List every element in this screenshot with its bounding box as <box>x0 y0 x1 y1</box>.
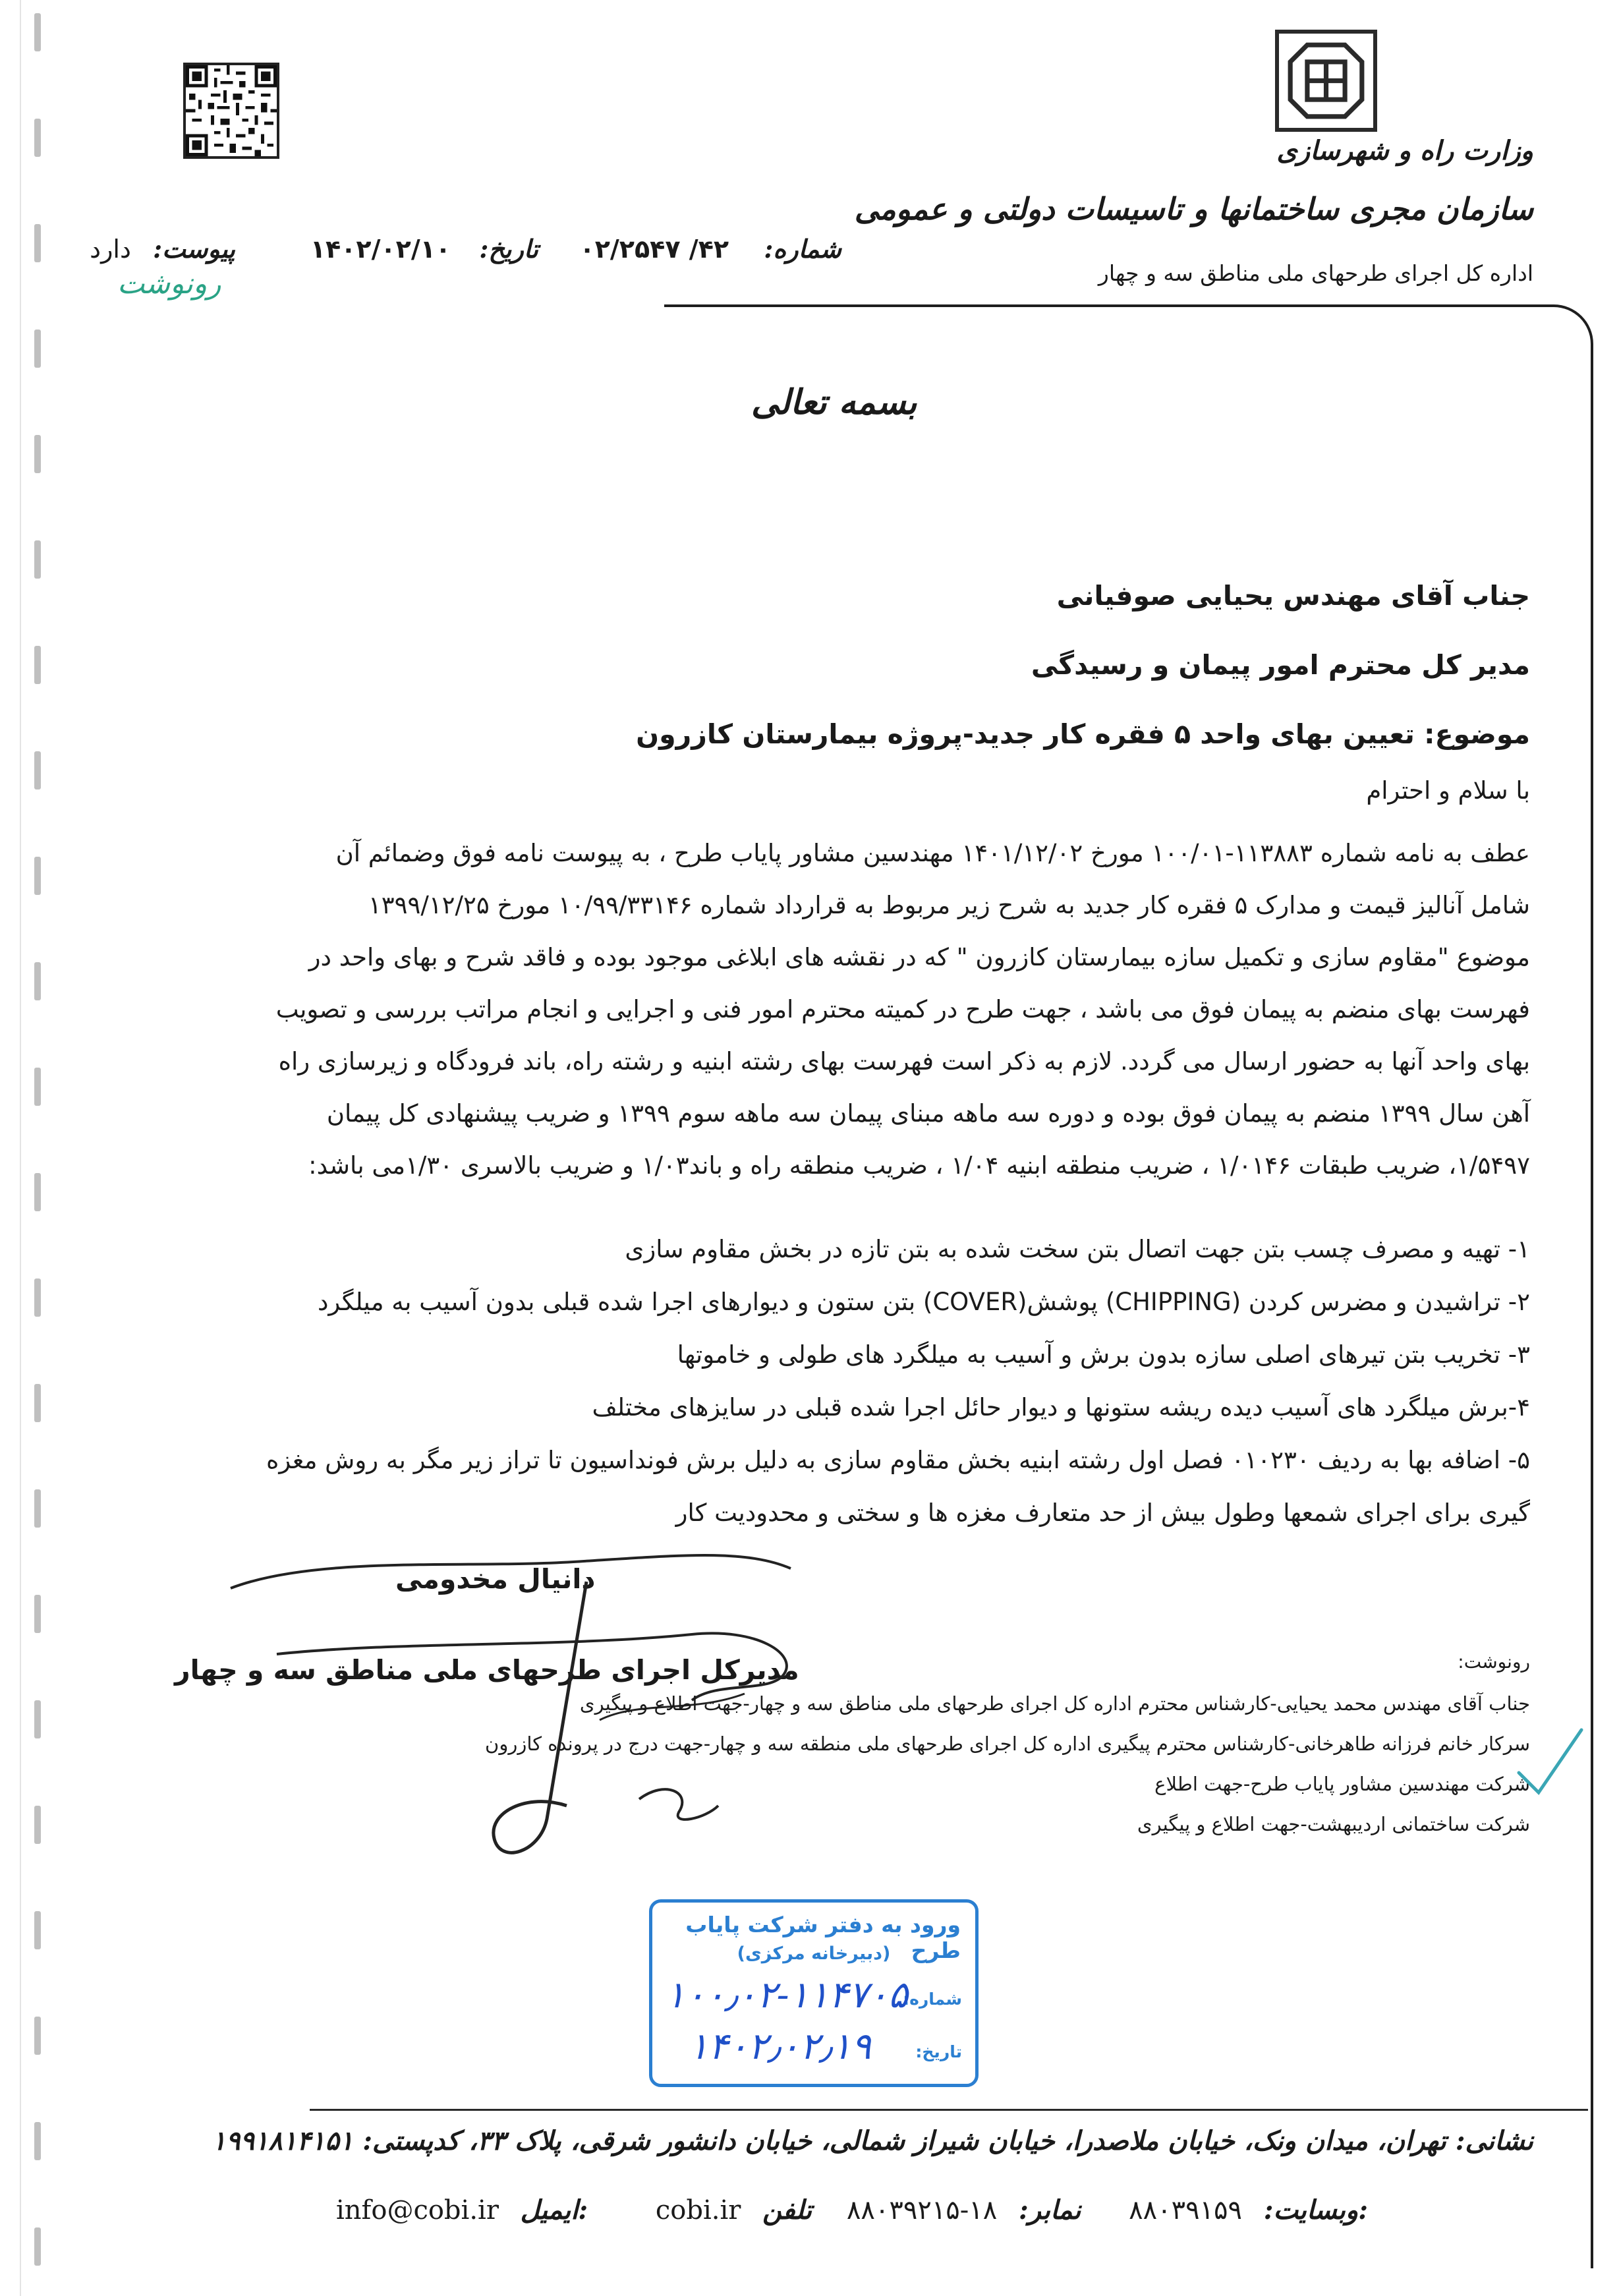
addressee-title: مدیر کل محترم امور پیمان و رسیدگی <box>1031 649 1530 681</box>
binder-tick <box>34 540 41 579</box>
binder-tick <box>34 1489 41 1528</box>
ronevesht-handwritten-note: رونوشت <box>117 267 221 301</box>
footer-email-value[interactable]: info@cobi.ir <box>336 2195 499 2225</box>
letter-number-label: شماره: <box>764 234 841 264</box>
addressee-name: جناب آقای مهندس یحیایی صوفیانی <box>1056 580 1530 612</box>
binder-tick <box>34 751 41 789</box>
work-item: ۲- تراشیدن و مضرس کردن (CHIPPING) پوشش(COVER) بتن ستون و دیوارهای اجرا شده قبلی بدون آسیب به میلگرد <box>317 1288 1530 1316</box>
binder-tick <box>34 1911 41 1949</box>
cc-entry: جناب آقای مهندس محمد یحیایی-کارشناس محترم اداره کل اجرای طرحهای ملی مناطق سه و چهار-جهت اطلاع و پیگیری <box>579 1692 1530 1715</box>
stamp-subtitle: (دبیرخانه مرکزی) <box>737 1943 891 1964</box>
body-line: موضوع "مقاوم سازی و تکمیل سازه بیمارستان کازرون " که در نقشه های ابلاغی موجود بوده و فاقد شرح و بهای واحد در <box>308 943 1530 971</box>
letter-attachment-value: دارد <box>90 235 131 264</box>
binder-tick <box>34 857 41 895</box>
ministry-name: وزارت راه و شهرسازی <box>1276 135 1533 166</box>
stamp-date-label: تاریخ: <box>915 2042 962 2061</box>
body-line: ۱/۵۴۹۷، ضریب طبقات ۱/۰۱۴۶ ، ضریب منطقه ابنیه ۱/۰۴ ، ضریب منطقه راه و باند۱/۰۳ و ضریب بالاسری ۱/۳۰می باشد: <box>308 1151 1530 1180</box>
work-item: ۴-برش میلگرد های آسیب دیده ریشه ستونها و دیوار حائل اجرا شده قبلی در سایزهای مختلف <box>592 1393 1530 1421</box>
letter-date <box>310 234 538 264</box>
work-item: ۱- تهیه و مصرف چسب بتن جهت اتصال بتن سخت شده به بتن تازه در بخش مقاوم سازی <box>625 1235 1530 1263</box>
signer-title: مدیرکل اجرای طرحهای ملی مناطق سه و چهار <box>175 1654 799 1686</box>
binder-tick <box>34 1806 41 1844</box>
organization-name: سازمان مجری ساختمانها و تاسیسات دولتی و عمومی <box>854 191 1533 227</box>
binder-tick <box>34 962 41 1000</box>
stamp-title: ورود به دفتر شرکت پایاب طرح <box>685 1912 961 1963</box>
body-line: شامل آنالیز قیمت و مدارک ۵ فقره کار جدید به شرح زیر مربوط به قرارداد شماره ۱۰/۹۹/۳۳۱۴۶ مورخ ۱۳۹۹/۱۲/۲۵ <box>368 891 1530 919</box>
bismillah-heading: بسمه تعالی <box>751 382 917 422</box>
footer-website-label: وبسایت: <box>1263 2195 1359 2225</box>
footer-address: نشانی: تهران، میدان ونک، خیابان ملاصدرا، خیابان شیراز شمالی، خیابان دانشور شرقی، پلاک ۳۳، کدپستی: ۱۹۹۱۸۱۴۱۵۱ <box>212 2125 1533 2156</box>
letter-subject: موضوع: تعیین بهای واحد ۵ فقره کار جدید-پروژه بیمارستان کازرون <box>636 718 1530 750</box>
cc-list <box>485 1684 1530 1845</box>
letter-body <box>94 827 1530 1191</box>
ministry-logo <box>1275 30 1377 132</box>
binder-tick <box>34 2227 41 2266</box>
binder-tick <box>34 119 41 157</box>
work-items-list <box>87 1223 1530 1539</box>
binder-tick <box>34 646 41 684</box>
body-line: فهرست بهای منضم به پیمان فوق می باشد ، جهت طرح در کمیته محترم امور فنی و اجرایی و انجام مراتب بررسی و تصویب <box>275 995 1530 1023</box>
binder-tick <box>34 1068 41 1106</box>
binder-tick <box>34 2122 41 2160</box>
binder-tick <box>34 1384 41 1422</box>
footer-contact-row <box>323 2195 1368 2225</box>
stamp-number-value: ۱۰۰٫۰۲-۱۱۴۷۰۵ <box>666 1974 908 2017</box>
body-line: آهن سال ۱۳۹۹ منضم به پیمان فوق بوده و دوره سه ماهه مبنای پیمان سه ماهه سوم ۱۳۹۹ و ضریب پیشنهادی کل پیمان <box>326 1099 1530 1128</box>
letter-attachment <box>90 234 235 264</box>
footer-phone-label: تلفن: <box>762 2195 1368 2225</box>
footer-fax-label: نمابر: <box>1018 2195 1081 2225</box>
greeting: با سلام و احترام <box>1366 776 1530 805</box>
work-item: گیری برای اجرای شمعها وطول بیش از حد متعارف مغزه ها و سختی و محدودیت کار <box>675 1499 1530 1527</box>
binder-tick <box>34 1595 41 1633</box>
letter-date-value: ۱۴۰۲/۰۲/۱۰ <box>310 235 451 264</box>
cc-entry: شرکت مهندسین مشاور پایاب طرح-جهت اطلاع <box>1154 1773 1530 1795</box>
department-name: اداره کل اجرای طرحهای ملی مناطق سه و چهار <box>1098 260 1533 286</box>
footer-email-label: ایمیل: <box>520 2195 588 2225</box>
binder-tick <box>34 2017 41 2055</box>
binder-tick <box>34 1278 41 1317</box>
cc-label: رونوشت: <box>1458 1651 1530 1673</box>
checkmark-icon <box>1512 1727 1585 1799</box>
binder-tick <box>34 330 41 368</box>
work-item: ۳- تخریب بتن تیرهای اصلی سازه بدون برش و آسیب به میلگرد های طولی و خاموتها <box>677 1340 1530 1369</box>
letter-number-value: ۴۲/ ۰۲/۲۵۴۷ <box>579 235 729 264</box>
binder-tick <box>34 224 41 262</box>
letter-attachment-label: پیوست: <box>153 234 235 264</box>
footer-website-value[interactable]: cobi.ir <box>655 2195 741 2225</box>
binder-tick <box>34 1700 41 1738</box>
letter-date-label: تاریخ: <box>479 234 538 264</box>
body-line: بهای واحد آنها به حضور ارسال می گردد. لازم به ذکر است فهرست بهای رشته ابنیه و رشته راه، باند فرودگاه و زیرسازی راه <box>278 1047 1530 1076</box>
footer-phone-value: ۱۸-۸۸۰۳۹۲۱۵ <box>846 2195 998 2225</box>
stamp-date-value: ۱۴۰۲٫۰۲٫۱۹ <box>689 2025 871 2068</box>
signer-name: دانیال مخدومی <box>395 1563 596 1595</box>
binder-edge-line <box>20 0 21 2296</box>
binder-tick <box>34 435 41 473</box>
body-line: عطف به نامه شماره ۱۱۳۸۸۳-۱۰۰/۰۱ مورخ ۱۴۰۱/۱۲/۰۲ مهندسین مشاور پایاب طرح ، به پیوست نامه فوق وضمائم آن <box>335 839 1530 867</box>
cc-entry: شرکت ساختمانی اردیبهشت-جهت اطلاع و پیگیری <box>1137 1813 1530 1835</box>
binder-tick <box>34 13 41 51</box>
receipt-stamp <box>649 1899 979 2087</box>
cc-entry: سرکار خانم فرزانه طاهرخانی-کارشناس محترم پیگیری اداره کل اجرای طرحهای ملی منطقه سه و چهار-جهت درج در پرونده کازرون <box>485 1733 1530 1755</box>
work-item: ۵- اضافه بها به ردیف ۰۱۰۲۳۰ فصل اول رشته ابنیه بخش مقاوم سازی به دلیل برش فونداسیون تا تراز زیر مگر به روش مغزه <box>266 1446 1530 1474</box>
footer-fax-value: ۸۸۰۳۹۱۵۹ <box>1129 2195 1242 2225</box>
stamp-number-label: شماره: <box>903 1990 962 2009</box>
letter-number <box>580 234 841 264</box>
binder-tick <box>34 1173 41 1211</box>
footer-divider <box>310 2109 1588 2111</box>
qr-code <box>183 63 279 159</box>
